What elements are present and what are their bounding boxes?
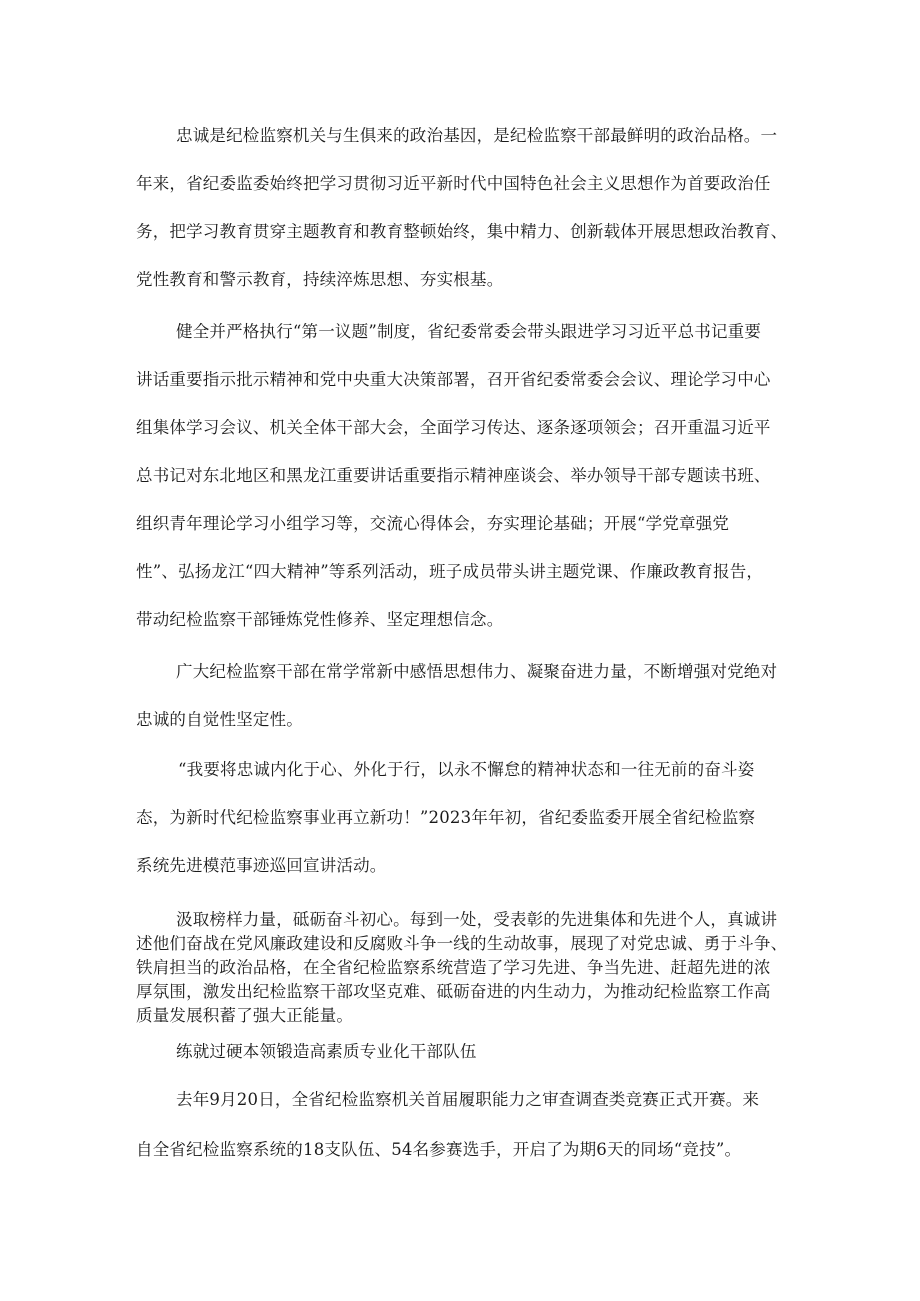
paragraph-4-line-3: 系统先进模范事迹巡回宣讲活动。 [136, 856, 387, 875]
paragraph-2-line-4: 总书记对东北地区和黑龙江重要讲话重要指示精神座谈会、举办领导干部专题读书班、 [136, 466, 771, 485]
paragraph-1-line-2: 年来，省纪委监委始终把学习贯彻习近平新时代中国特色社会主义思想作为首要政治任 [136, 174, 771, 193]
paragraph-5-line-2: 述他们奋战在党风廉政建设和反腐败斗争一线的生动故事，展现了对党忠诚、勇于斗争、 [136, 934, 788, 953]
paragraph-1-line-3: 务，把学习教育贯穿主题教育和教育整顿始终，集中精力、创新载体开展思想政治教育、 [136, 222, 788, 241]
paragraph-1-line-4: 党性教育和警示教育，持续淬炼思想、夯实根基。 [136, 270, 504, 289]
paragraph-2-line-2: 讲话重要指示批示精神和党中央重大决策部署，召开省纪委常委会会议、理论学习中心 [136, 370, 771, 389]
paragraph-2-line-5: 组织青年理论学习小组学习等，交流心得体会，夯实理论基础；开展“学党章强党 [136, 514, 730, 533]
paragraph-5-line-1: 汲取榜样力量，砥砺奋斗初心。每到一处，受表彰的先进集体和先进个人，真诚讲 [176, 910, 778, 929]
paragraph-7-line-1: 去年9月20日，全省纪检监察机关首届履职能力之审查调查类竞赛正式开赛。来 [176, 1090, 760, 1109]
paragraph-7-line-2: 自全省纪检监察系统的18支队伍、54名参赛选手，开启了为期6天的同场“竞技”。 [136, 1140, 742, 1159]
paragraph-5-line-3: 铁肩担当的政治品格，在全省纪检监察系统营造了学习先进、争当先进、赶超先进的浓 [136, 958, 771, 977]
paragraph-4-line-1: “我要将忠诚内化于心、外化于行，以永不懈怠的精神状态和一往无前的奋斗姿 [178, 760, 755, 779]
paragraph-2-line-1: 健全并严格执行“第一议题”制度，省纪委常委会带头跟进学习习近平总书记重要 [176, 322, 762, 341]
paragraph-5-line-5: 质量发展积蓄了强大正能量。 [136, 1006, 354, 1025]
paragraph-3-line-1: 广大纪检监察干部在常学常新中感悟思想伟力、凝聚奋进力量，不断增强对党绝对 [176, 662, 778, 681]
paragraph-3-line-2: 忠诚的自觉性坚定性。 [136, 710, 303, 729]
paragraph-2-line-3: 组集体学习会议、机关全体干部大会，全面学习传达、逐条逐项领会；召开重温习近平 [136, 418, 771, 437]
section-heading: 练就过硬本领锻造高素质专业化干部队伍 [176, 1042, 477, 1061]
paragraph-2-line-6: 性”、弘扬龙江“四大精神”等系列活动，班子成员带头讲主题党课、作廉政教育报告， [136, 562, 764, 581]
paragraph-2-line-7: 带动纪检监察干部锤炼党性修养、坚定理想信念。 [136, 610, 504, 629]
paragraph-4-line-2: 态，为新时代纪检监察事业再立新功！”2023年年初，省纪委监委开展全省纪检监察 [136, 808, 756, 827]
paragraph-5-line-4: 厚氛围，激发出纪检监察干部攻坚克难、砥砺奋进的内生动力，为推动纪检监察工作高 [136, 982, 771, 1001]
paragraph-1-line-1: 忠诚是纪检监察机关与生俱来的政治基因，是纪检监察干部最鲜明的政治品格。一 [176, 126, 778, 145]
